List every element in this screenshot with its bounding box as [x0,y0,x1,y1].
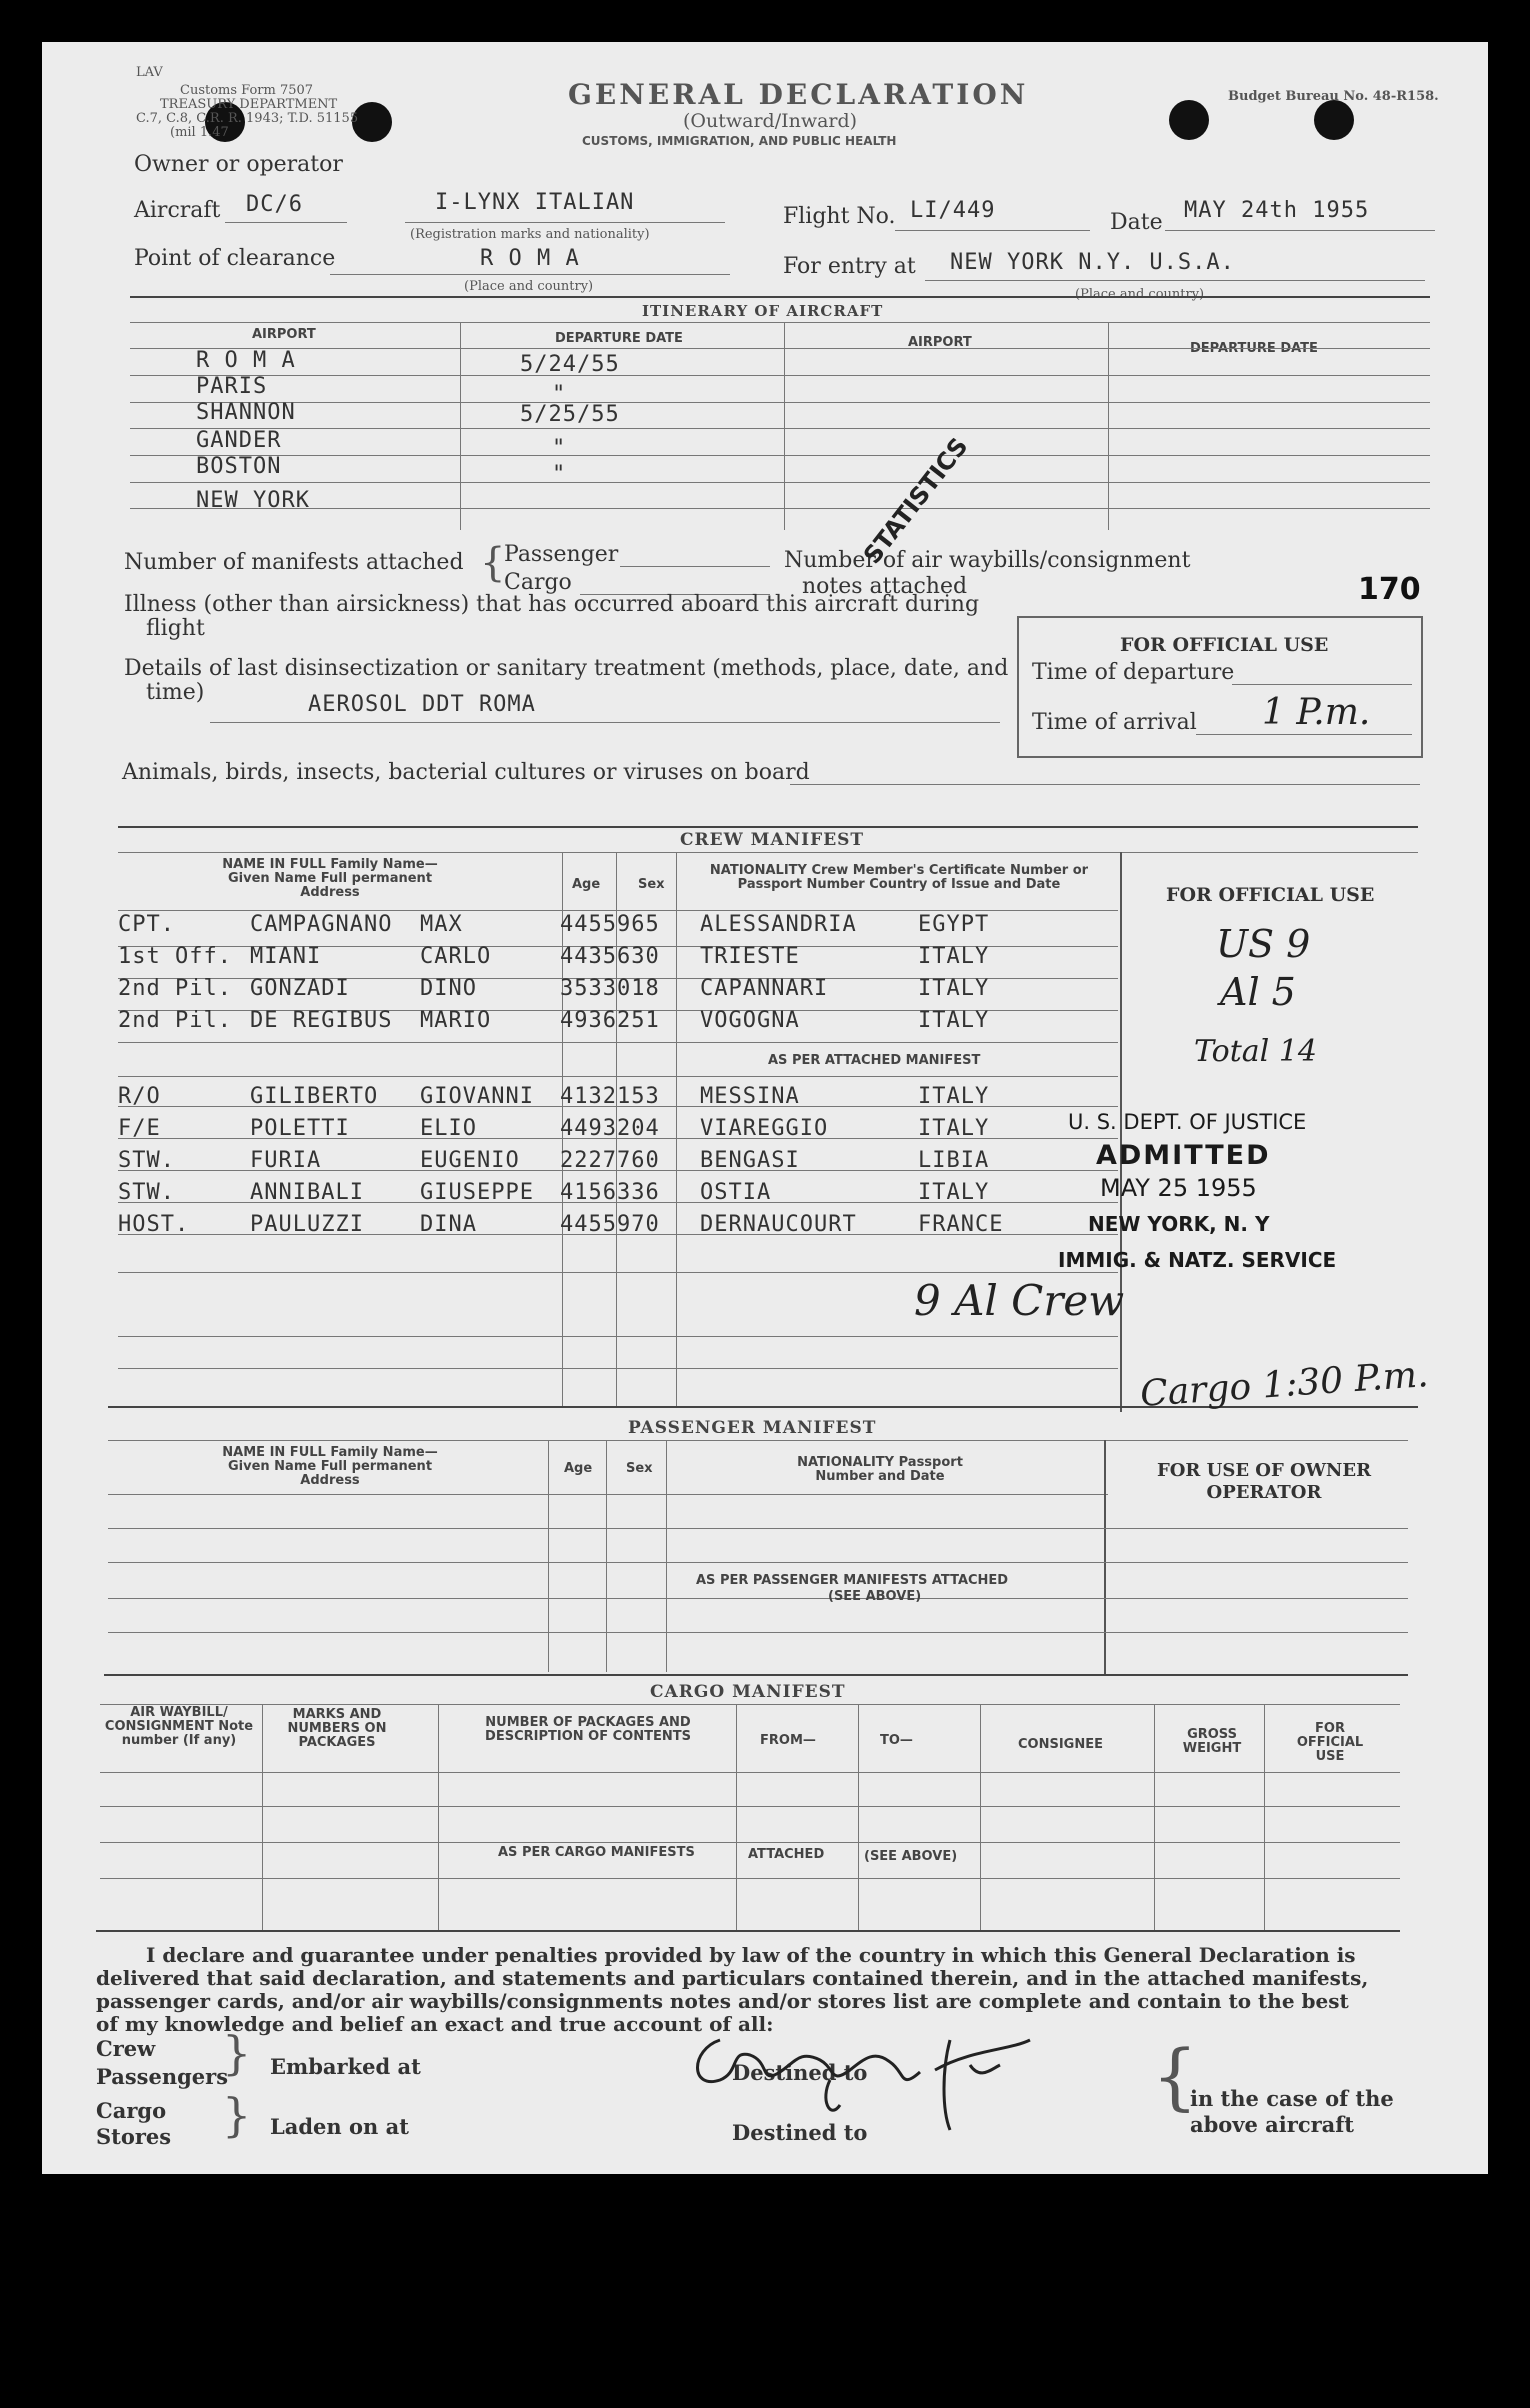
cargo-col-packages: NUMBER OF PACKAGES AND DESCRIPTION OF CONTENTS [485,1715,691,1744]
cargo-col-consignee: CONSIGNEE [1018,1737,1103,1752]
decl-cargo: Cargo [96,2098,167,2123]
crew-row-8-country: ITALY [918,1180,990,1205]
itinerary-line-3 [130,348,1430,349]
crew-count-note: 9 Al Crew [914,1276,1125,1325]
itinerary-date-5: " [552,462,567,487]
itinerary-row-4 [130,455,1430,456]
cargo-note-3: (SEE ABOVE) [864,1849,958,1864]
disinsect-value: AEROSOL DDT ROMA [308,692,536,717]
cargo-col-weight: GROSS WEIGHT [1182,1727,1242,1756]
crew-row-6-country: ITALY [918,1116,990,1141]
passenger-div-3 [666,1440,667,1672]
disinsect-line [210,722,1000,723]
itinerary-div-1 [460,322,461,530]
passenger-div-2 [606,1440,607,1672]
form-ref-4: (mil 1.47 [170,125,229,140]
crew-row-6-given: ELIO [420,1116,477,1141]
clearance-label: Point of clearance [134,246,336,271]
crew-row-8-family: ANNIBALI [250,1180,364,1205]
statistics-stamp: STATISTICS [858,432,974,570]
crew-row-9-city: DERNAUCOURT [700,1212,857,1237]
entry-value: NEW YORK N.Y. U.S.A. [950,250,1235,275]
manifests-label: Number of manifests attached [124,550,464,575]
cargo-time-note: Cargo 1:30 P.m. [1138,1353,1430,1416]
passenger-bottom [104,1674,1408,1676]
crew-row-7-rank: STW. [118,1148,175,1173]
itinerary-title: ITINERARY OF AIRCRAFT [642,302,884,320]
passenger-line-3 [108,1494,1108,1495]
cargo-div-6 [1154,1704,1155,1930]
itinerary-col-departure-2: DEPARTURE DATE [1190,341,1318,356]
crew-row-3-num: 3533018 [560,976,660,1001]
crew-row-line-12 [118,1336,1118,1337]
cargo-line-2 [100,1704,1400,1705]
crew-attached-note: AS PER ATTACHED MANIFEST [768,1053,981,1068]
decl-brace-1: } [222,2026,252,2080]
registration-value: I-LYNX ITALIAN [435,190,635,215]
cargo-line-3 [100,1772,1400,1773]
registration-line [405,222,725,223]
itinerary-date-3: 5/25/55 [520,402,620,427]
itinerary-col-airport-2: AIRPORT [908,335,972,350]
crew-row-4-family: DE REGIBUS [250,1008,393,1033]
itinerary-row-3 [130,428,1430,429]
notes-attached: notes attached [802,574,968,599]
crew-row-5-country: ITALY [918,1084,990,1109]
itinerary-airport-6: NEW YORK [196,488,310,513]
passenger-title: PASSENGER MANIFEST [628,1418,877,1438]
form-ref-3: C.7, C.8, C.R. R. 1943; T.D. 51155 [136,111,359,126]
crew-row-9-given: DINA [420,1212,477,1237]
crew-row-1-given: MAX [420,912,463,937]
arrival-time-value: 1 P.m. [1262,692,1371,733]
crew-row-2-city: TRIESTE [700,944,800,969]
cargo-col-official: FOR OFFICIAL USE [1296,1721,1364,1764]
date-label: Date [1110,210,1163,235]
budget-bureau: Budget Bureau No. 48-R158. [1228,89,1439,104]
itinerary-airport-1: R O M A [196,348,296,373]
crew-row-5-family: GILIBERTO [250,1084,379,1109]
passenger-note-2: (SEE ABOVE) [828,1589,922,1604]
form-title: GENERAL DECLARATION [568,78,1029,111]
crew-top [118,826,1418,828]
crew-row-9-family: PAULUZZI [250,1212,364,1237]
crew-row-line-5 [118,1076,1118,1077]
crew-row-3-given: DINO [420,976,477,1001]
passenger-div-1 [548,1440,549,1672]
crew-row-1-family: CAMPAGNANO [250,912,393,937]
entry-label: For entry at [783,254,916,279]
itinerary-row-6 [130,508,1430,509]
form-ref-1: Customs Form 7507 [180,83,314,98]
manifest-number: 170 [1358,572,1421,607]
decl-destined-2: Destined to [732,2120,868,2145]
arrival-time-label: Time of arrival [1032,710,1197,735]
clearance-line [330,274,730,275]
decl-brace-2: } [222,2088,252,2142]
manifests-brace: { [480,540,506,586]
passenger-col-age: Age [564,1461,593,1476]
crew-row-1-rank: CPT. [118,912,175,937]
itinerary-div-3 [1108,322,1109,530]
itinerary-div-2 [784,322,785,530]
cargo-row-2 [100,1842,1400,1843]
form-subtitle: (Outward/Inward) [683,110,858,132]
crew-row-5-given: GIOVANNI [420,1084,534,1109]
cargo-row-3 [100,1878,1400,1879]
crew-col-sex: Sex [638,877,665,892]
stamp-admitted: ADMITTED [1096,1140,1271,1171]
cargo-div-3 [736,1704,737,1930]
decl-aircraft-case: in the case of the above aircraft [1190,2086,1394,2137]
crew-line-2 [118,852,1418,853]
decl-embarked: Embarked at [270,2054,421,2079]
manifests-passenger: Passenger [504,542,619,567]
crew-row-6-city: VIAREGGIO [700,1116,829,1141]
crew-row-8-num: 4156336 [560,1180,660,1205]
animals-line [790,784,1420,785]
itinerary-airport-3: SHANNON [196,400,296,425]
cargo-col-marks: MARKS AND NUMBERS ON PACKAGES [287,1707,387,1750]
aircraft-value: DC/6 [246,192,303,217]
crew-row-6-family: POLETTI [250,1116,350,1141]
punch-hole-3 [1169,100,1209,140]
decl-passengers: Passengers [96,2064,229,2089]
crew-row-4-num: 4936251 [560,1008,660,1033]
itinerary-row-5 [130,482,1430,483]
crew-row-2-num: 4435630 [560,944,660,969]
crew-col-age: Age [572,877,601,892]
stamp-dept: U. S. DEPT. OF JUSTICE [1068,1110,1307,1134]
crew-row-line-4 [118,1042,1118,1043]
aircraft-label: Aircraft [134,198,221,223]
crew-row-4-given: MARIO [420,1008,492,1033]
crew-row-2-family: MIANI [250,944,322,969]
stamp-date: MAY 25 1955 [1100,1174,1257,1202]
flight-label: Flight No. [783,204,896,229]
itinerary-date-1: 5/24/55 [520,352,620,377]
official-note-us: US 9 [1216,922,1311,966]
punch-hole-4 [1314,100,1354,140]
registration-caption: (Registration marks and nationality) [410,227,650,242]
crew-row-9-num: 4455970 [560,1212,660,1237]
cargo-div-1 [262,1704,263,1930]
crew-row-8-rank: STW. [118,1180,175,1205]
form-code: LAV [136,65,163,80]
crew-row-6-num: 4493204 [560,1116,660,1141]
passenger-note-1: AS PER PASSENGER MANIFESTS ATTACHED [696,1573,1009,1588]
declaration-text: I declare and guarantee under penalties provided by law of the country in which this General Declaration is delivered that said declaration, and statements and particulars contained therein, and in the attached manifests, passenger cards, and/or air waybills/consignments notes and/or stores list are complete and contain to the best of my knowledge and belief an exact and true account of all: [96,1943,1369,2036]
cargo-div-4 [858,1704,859,1930]
official-note-al: Al 5 [1220,970,1296,1014]
passenger-col-sex: Sex [626,1461,653,1476]
cargo-note-2: ATTACHED [748,1847,825,1862]
passenger-col-owner: FOR USE OF OWNER OPERATOR [1156,1460,1372,1503]
itinerary-col-airport-1: AIRPORT [252,327,316,342]
passenger-line [620,566,770,567]
captain-signature [680,2010,1080,2150]
clearance-caption: (Place and country) [464,279,594,294]
crew-div-3 [676,852,677,1408]
crew-col-nat: NATIONALITY Crew Member's Certificate Number or Passport Number Country of Issue and Date [709,863,1089,892]
entry-caption: (Place and country) [1075,287,1205,302]
crew-row-9-rank: HOST. [118,1212,190,1237]
crew-col-official: FOR OFFICIAL USE [1166,884,1375,906]
departure-time-line [1232,684,1412,685]
form-subtitle-2: CUSTOMS, IMMIGRATION, AND PUBLIC HEALTH [582,134,897,148]
crew-row-4-city: VOGOGNA [700,1008,800,1033]
cargo-col-waybill: AIR WAYBILL/ CONSIGNMENT Note number (If any) [104,1705,254,1748]
owner-label: Owner or operator [134,152,343,177]
crew-row-5-num: 4132153 [560,1084,660,1109]
disinsect-line-2: time) [146,680,205,705]
decl-crew: Crew [96,2036,156,2061]
crew-row-1-country: EGYPT [918,912,990,937]
cargo-div-2 [438,1704,439,1930]
crew-row-8-city: OSTIA [700,1180,772,1205]
crew-row-4-rank: 2nd Pil. [118,1008,232,1033]
crew-col-name: NAME IN FULL Family Name—Given Name Full permanent Address [222,857,438,900]
crew-title: CREW MANIFEST [680,830,865,850]
flight-line [895,230,1090,231]
itinerary-date-4: " [552,436,567,461]
crew-row-line-13 [118,1368,1118,1369]
crew-row-5-city: MESSINA [700,1084,800,1109]
cargo-note-1: AS PER CARGO MANIFESTS [498,1845,695,1860]
decl-destined-1: Destined to [732,2060,868,2085]
date-line [1165,230,1435,231]
crew-row-1-city: ALESSANDRIA [700,912,857,937]
itinerary-top [130,296,1430,298]
manifests-cargo: Cargo [504,570,572,595]
crew-row-6-rank: F/E [118,1116,161,1141]
cargo-col-from: FROM— [760,1733,816,1748]
crew-row-2-rank: 1st Off. [118,944,232,969]
itinerary-date-2: " [552,382,567,407]
crew-row-3-city: CAPANNARI [700,976,829,1001]
disinsect-line-1: Details of last disinsectization or sanitary treatment (methods, place, date, and [124,656,1009,681]
official-box-title: FOR OFFICIAL USE [1120,634,1329,656]
crew-row-8-given: GIUSEPPE [420,1180,534,1205]
crew-row-3-country: ITALY [918,976,990,1001]
crew-line-3 [118,910,1118,911]
cargo-bottom [96,1930,1400,1932]
cargo-div-5 [980,1704,981,1930]
crew-row-7-city: BENGASI [700,1148,800,1173]
arrival-time-line [1196,734,1412,735]
entry-line [925,280,1425,281]
cargo-col-to: TO— [880,1733,913,1748]
passenger-row-2 [108,1562,1408,1563]
crew-row-4-country: ITALY [918,1008,990,1033]
crew-row-7-family: FURIA [250,1148,322,1173]
passenger-row-3 [108,1598,1408,1599]
illness-line-2: flight [146,616,205,641]
crew-row-5-rank: R/O [118,1084,161,1109]
official-note-total: Total 14 [1194,1034,1317,1069]
crew-row-line-11 [118,1272,1118,1273]
itinerary-airport-4: GANDER [196,428,282,453]
decl-brace-3: { [1152,2034,1198,2118]
passenger-line-2 [108,1440,1408,1441]
cargo-div-7 [1264,1704,1265,1930]
crew-row-2-country: ITALY [918,944,990,969]
itinerary-row-1 [130,375,1430,376]
crew-row-3-family: GONZADI [250,976,350,1001]
passenger-row-1 [108,1528,1408,1529]
stamp-city: NEW YORK, N. Y [1088,1212,1270,1236]
crew-row-1-num: 4455965 [560,912,660,937]
decl-stores: Stores [96,2124,172,2149]
flight-value: LI/449 [910,198,996,223]
stamp-service: IMMIG. & NATZ. SERVICE [1058,1248,1337,1272]
crew-row-7-given: EUGENIO [420,1148,520,1173]
aircraft-line [225,222,347,223]
itinerary-col-departure-1: DEPARTURE DATE [555,331,683,346]
passenger-row-4 [108,1632,1408,1633]
date-value: MAY 24th 1955 [1184,198,1370,223]
itinerary-airport-5: BOSTON [196,454,282,479]
crew-row-9-country: FRANCE [918,1212,1004,1237]
itinerary-row-2 [130,402,1430,403]
itinerary-line-2 [130,322,1430,323]
crew-row-7-num: 2227760 [560,1148,660,1173]
form-ref-2: TREASURY DEPARTMENT [160,97,338,112]
itinerary-airport-2: PARIS [196,374,268,399]
departure-time-label: Time of departure [1032,660,1235,685]
passenger-div-4 [1104,1440,1106,1676]
illness-line-1: Illness (other than airsickness) that has occurred aboard this aircraft during [124,592,980,617]
clearance-value: R O M A [480,246,580,271]
animals-label: Animals, birds, insects, bacterial cultures or viruses on board [122,760,810,785]
waybills-label: Number of air waybills/consignment [784,548,1191,573]
crew-row-7-country: LIBIA [918,1148,990,1173]
crew-row-2-given: CARLO [420,944,492,969]
crew-row-3-rank: 2nd Pil. [118,976,232,1001]
decl-laden: Laden on at [270,2114,409,2139]
passenger-col-nat: NATIONALITY Passport Number and Date [797,1455,963,1484]
cargo-row-1 [100,1806,1400,1807]
passenger-col-name: NAME IN FULL Family Name—Given Name Full permanent Address [222,1445,438,1488]
cargo-title: CARGO MANIFEST [650,1682,846,1702]
